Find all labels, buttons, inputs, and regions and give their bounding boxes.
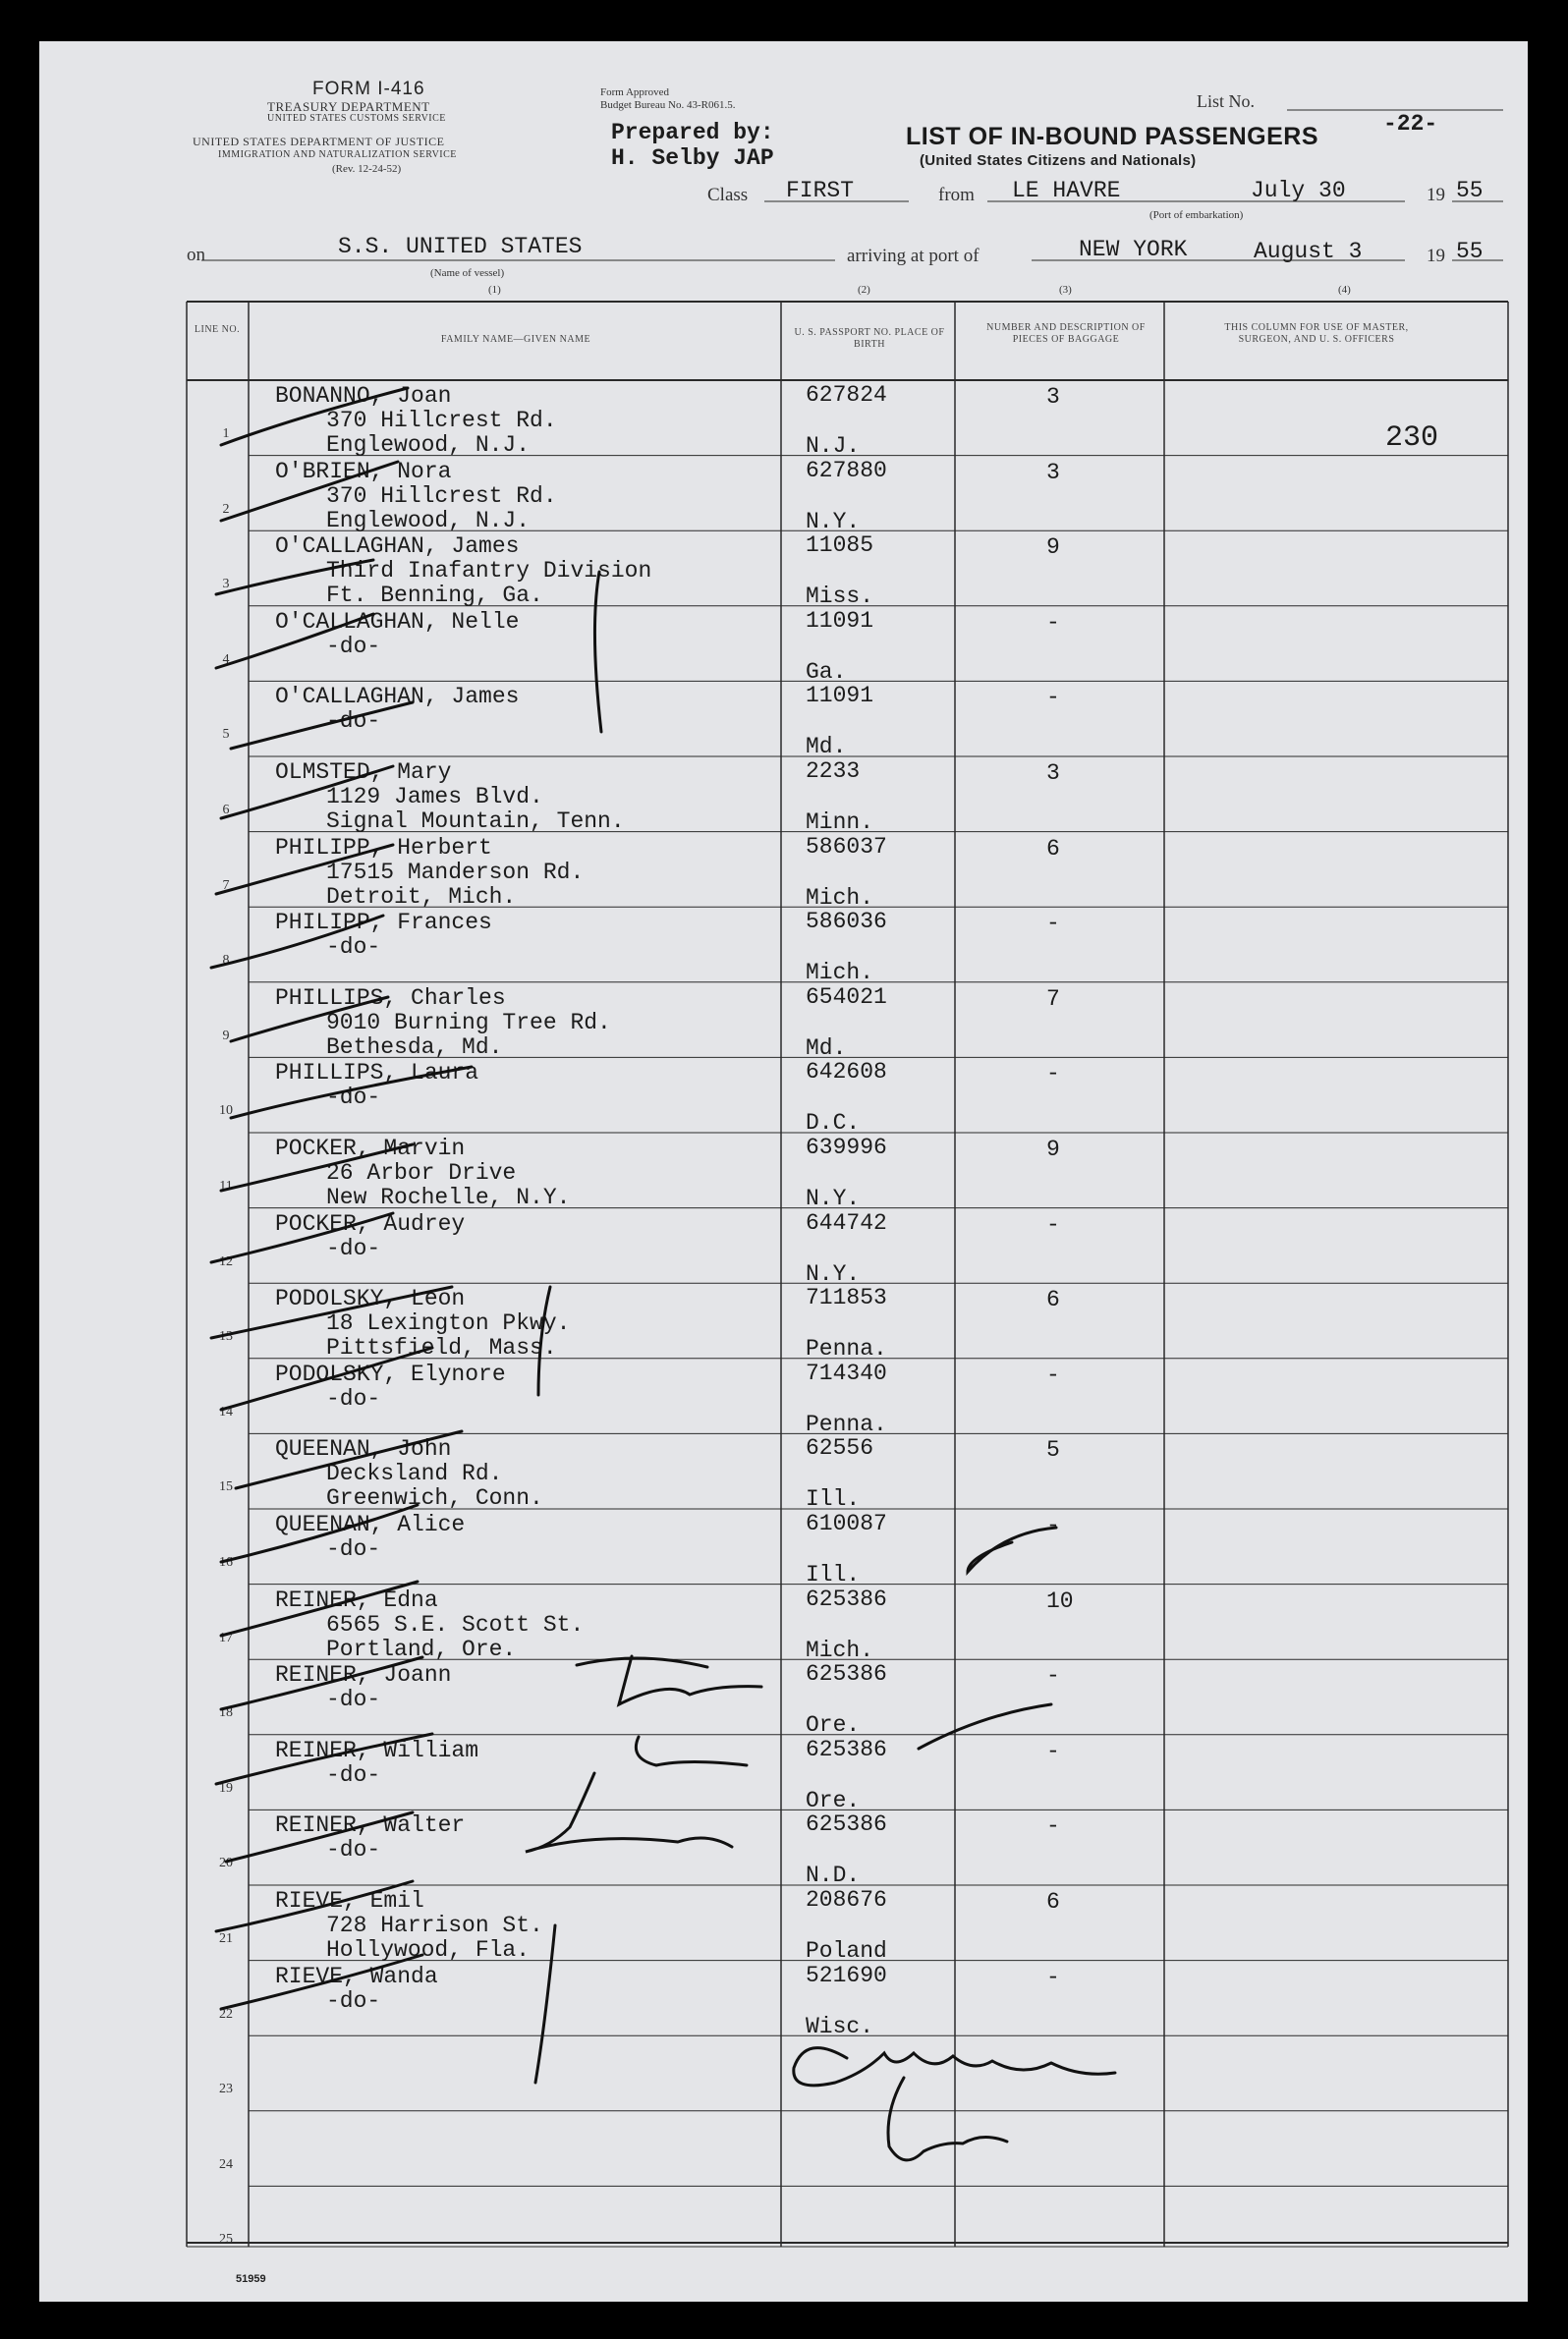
line-number: 3 — [222, 577, 230, 592]
baggage-count: 6 — [1046, 1889, 1060, 1915]
passenger-name: O'CALLAGHAN, James — [275, 684, 520, 710]
form-number: FORM I-416 — [312, 79, 425, 99]
baggage-count: 3 — [1046, 459, 1060, 485]
passenger-name: POCKER, Audrey — [275, 1210, 466, 1237]
address-line-2: New Rochelle, N.Y. — [326, 1185, 571, 1210]
place-of-birth: Md. — [806, 734, 847, 760]
passport-number: 521690 — [806, 1962, 887, 1988]
passport-number: 627880 — [806, 457, 887, 483]
baggage-count: - — [1046, 685, 1060, 711]
column-header-line-no: LINE NO. — [194, 324, 241, 335]
passenger-name: OLMSTED, Mary — [275, 759, 452, 785]
passport-number: 610087 — [806, 1511, 887, 1536]
line-number: 8 — [222, 953, 230, 969]
passport-number: 654021 — [806, 983, 887, 1010]
baggage-count: - — [1046, 1964, 1060, 1990]
arrival-date: August 3 — [1254, 239, 1363, 264]
line-number: 1 — [222, 426, 230, 441]
passport-number: 2233 — [806, 758, 861, 784]
baggage-count: - — [1046, 1813, 1060, 1840]
address-line-1: 18 Lexington Pkwy. — [326, 1310, 571, 1337]
form-title: LIST OF IN-BOUND PASSENGERS — [906, 123, 1319, 150]
line-number: 4 — [222, 651, 230, 667]
vessel-caption: (Name of vessel) — [430, 267, 505, 279]
justice-department: UNITED STATES DEPARTMENT OF JUSTICE — [193, 135, 445, 148]
line-number: 22 — [219, 2006, 233, 2022]
port-of-embarkation: LE HAVRE — [1012, 178, 1121, 203]
passport-number: 11085 — [806, 532, 874, 559]
address-line-1: 1129 James Blvd. — [326, 784, 543, 809]
place-of-birth: Mich. — [806, 884, 874, 911]
passport-number: 62556 — [806, 1435, 874, 1462]
address-line-2: Hollywood, Fla. — [326, 1937, 531, 1963]
form-revision: (Rev. 12-24-52) — [332, 163, 402, 175]
address-line-2: Bethesda, Md. — [326, 1033, 503, 1060]
line-number: 9 — [222, 1028, 230, 1043]
address-line-2: Englewood, N.J. — [326, 507, 531, 533]
baggage-count: 9 — [1046, 534, 1060, 561]
passenger-name: REINER, Walter — [275, 1812, 466, 1839]
line-number: 17 — [219, 1630, 233, 1645]
line-number: 16 — [219, 1555, 233, 1570]
officer-note: 230 — [1385, 421, 1439, 455]
address-line-1: -do- — [326, 1761, 381, 1788]
address-line-1: 370 Hillcrest Rd. — [326, 482, 557, 509]
address-line-2: Detroit, Mich. — [326, 883, 517, 910]
passenger-name: PHILLIPS, Charles — [275, 984, 506, 1011]
place-of-birth: N.D. — [806, 1863, 861, 1889]
immigration-service: IMMIGRATION AND NATURALIZATION SERVICE — [218, 149, 457, 160]
address-line-1: -do- — [326, 1235, 381, 1261]
address-line-1: Third Inafantry Division — [326, 558, 652, 585]
line-number: 11 — [219, 1179, 233, 1194]
baggage-count: - — [1046, 1061, 1060, 1087]
passenger-name: PHILIPP, Frances — [275, 910, 492, 936]
address-line-1: -do- — [326, 1536, 381, 1562]
passenger-name: PODOLSKY, Leon — [275, 1286, 466, 1312]
vessel-name: S.S. UNITED STATES — [338, 234, 583, 259]
line-number: 15 — [219, 1479, 233, 1495]
budget-bureau: Budget Bureau No. 43-R061.5. — [600, 99, 736, 111]
passport-number: 208676 — [806, 1887, 887, 1913]
address-line-2: Ft. Benning, Ga. — [326, 583, 543, 609]
list-no-value: -22- — [1383, 111, 1438, 137]
line-number: 25 — [219, 2232, 233, 2248]
class-value: FIRST — [786, 178, 855, 203]
baggage-count: - — [1046, 609, 1060, 636]
place-of-birth: Md. — [806, 1034, 847, 1061]
address-line-1: -do- — [326, 1085, 381, 1111]
passport-number: 639996 — [806, 1135, 887, 1160]
form-approved: Form Approved — [600, 86, 669, 98]
baggage-count: 6 — [1046, 1287, 1060, 1313]
passenger-name: O'CALLAGHAN, James — [275, 533, 520, 560]
address-line-1: 17515 Manderson Rd. — [326, 859, 585, 885]
baggage-count: 6 — [1046, 835, 1060, 862]
address-line-1: -do- — [326, 1385, 381, 1412]
column-number-3: (3) — [1059, 284, 1072, 296]
passenger-name: RIEVE, Wanda — [275, 1963, 438, 1989]
line-number: 23 — [219, 2082, 233, 2097]
address-line-1: 728 Harrison St. — [326, 1913, 543, 1938]
embarkation-date: July 30 — [1251, 178, 1346, 203]
embark-year-prefix: 19 — [1427, 185, 1445, 205]
arrival-port: NEW YORK — [1079, 237, 1188, 262]
address-line-1: 9010 Burning Tree Rd. — [326, 1009, 611, 1035]
address-line-1: -do- — [326, 1837, 381, 1864]
place-of-birth: Ill. — [806, 1562, 861, 1587]
baggage-count: - — [1046, 911, 1060, 937]
passport-number: 586036 — [806, 909, 887, 935]
column-number-1: (1) — [488, 284, 501, 296]
form-subtitle: (United States Citizens and Nationals) — [920, 152, 1197, 169]
address-line-1: 6565 S.E. Scott St. — [326, 1611, 585, 1638]
passenger-name: O'CALLAGHAN, Nelle — [275, 608, 520, 635]
passenger-name: PHILIPP, Herbert — [275, 834, 492, 861]
column-number-2: (2) — [858, 284, 870, 296]
column-header-officer-use: THIS COLUMN FOR USE OF MASTER, SURGEON, AND U. S. OFFICERS — [1224, 322, 1409, 345]
passport-number: 11091 — [806, 607, 874, 634]
place-of-birth: Poland — [806, 1938, 887, 1964]
baggage-count: 9 — [1046, 1137, 1060, 1162]
passport-number: 625386 — [806, 1586, 887, 1612]
column-number-4: (4) — [1338, 284, 1351, 296]
place-of-birth: Ill. — [806, 1486, 861, 1513]
passenger-name: POCKER, Marvin — [275, 1136, 466, 1161]
address-line-1: -do- — [326, 1987, 381, 2014]
line-number: 2 — [222, 501, 230, 517]
address-line-2: Portland, Ore. — [326, 1636, 517, 1662]
line-number: 19 — [219, 1780, 233, 1796]
address-line-1: 26 Arbor Drive — [326, 1160, 517, 1186]
passport-number: 714340 — [806, 1360, 887, 1386]
passenger-name: REINER, Edna — [275, 1587, 438, 1613]
passenger-name: PODOLSKY, Elynore — [275, 1361, 506, 1387]
baggage-count: 7 — [1046, 985, 1060, 1012]
line-number: 24 — [219, 2156, 233, 2172]
arrival-year-prefix: 19 — [1427, 246, 1445, 266]
from-label: from — [938, 185, 975, 205]
line-number: 13 — [219, 1329, 233, 1345]
passport-number: 625386 — [806, 1811, 887, 1838]
port-embark-caption: (Port of embarkation) — [1149, 209, 1244, 221]
place-of-birth: Mich. — [806, 960, 874, 986]
baggage-count: 3 — [1046, 384, 1060, 410]
line-number: 7 — [222, 877, 230, 893]
passenger-name: REINER, William — [275, 1737, 479, 1763]
passenger-name: QUEENAN, John — [275, 1436, 452, 1463]
baggage-count: - — [1046, 1362, 1060, 1388]
class-label: Class — [707, 185, 749, 205]
passport-number: 625386 — [806, 1736, 887, 1762]
treasury-department: TREASURY DEPARTMENT — [267, 99, 430, 114]
passenger-name: O'BRIEN, Nora — [275, 458, 452, 484]
passport-number: 627824 — [806, 382, 887, 408]
arriving-label: arriving at port of — [847, 246, 980, 266]
place-of-birth: Mich. — [806, 1637, 874, 1663]
address-line-1: -do- — [326, 1687, 381, 1713]
baggage-count: - — [1046, 1738, 1060, 1764]
column-header-name: FAMILY NAME—GIVEN NAME — [440, 334, 591, 345]
line-number: 6 — [222, 803, 230, 817]
column-header-passport: U. S. PASSPORT NO. PLACE OF BIRTH — [794, 327, 945, 350]
place-of-birth: Ga. — [806, 658, 847, 685]
on-label: on — [187, 245, 205, 265]
address-line-2: Signal Mountain, Tenn. — [326, 808, 625, 834]
place-of-birth: Wisc. — [806, 2013, 874, 2039]
place-of-birth: Penna. — [806, 1336, 887, 1363]
line-number: 12 — [219, 1253, 233, 1269]
baggage-count: - — [1046, 1513, 1060, 1538]
place-of-birth: D.C. — [806, 1110, 861, 1137]
line-number: 18 — [219, 1705, 233, 1721]
passport-number: 642608 — [806, 1059, 887, 1086]
address-line-1: -do- — [326, 633, 381, 659]
arrival-year: 55 — [1456, 239, 1484, 264]
place-of-birth: N.J. — [806, 433, 861, 459]
address-line-1: Decksland Rd. — [326, 1461, 503, 1487]
line-number: 10 — [219, 1103, 233, 1119]
baggage-count: 3 — [1046, 760, 1060, 786]
passport-number: 711853 — [806, 1285, 887, 1311]
prepared-by-name: H. Selby JAP — [611, 145, 774, 171]
passenger-name: PHILLIPS, Laura — [275, 1060, 479, 1086]
address-line-2: Greenwich, Conn. — [326, 1485, 543, 1512]
place-of-birth: Ore. — [806, 1787, 861, 1813]
customs-service: UNITED STATES CUSTOMS SERVICE — [267, 113, 446, 124]
passenger-name: REINER, Joann — [275, 1662, 452, 1689]
embark-year: 55 — [1456, 178, 1484, 203]
place-of-birth: Ore. — [806, 1712, 861, 1739]
place-of-birth: N.Y. — [806, 1260, 861, 1287]
passenger-name: RIEVE, Emil — [275, 1888, 424, 1914]
place-of-birth: Minn. — [806, 809, 874, 835]
column-header-baggage: NUMBER AND DESCRIPTION OF PIECES OF BAGGAGE — [986, 322, 1146, 345]
address-line-2: Pittsfield, Mass. — [326, 1335, 557, 1362]
passenger-name: QUEENAN, Alice — [275, 1512, 466, 1537]
passport-number: 11091 — [806, 683, 874, 709]
address-line-2: Englewood, N.J. — [326, 432, 531, 458]
place-of-birth: N.Y. — [806, 1186, 861, 1211]
address-line-1: -do- — [326, 708, 381, 735]
baggage-count: 10 — [1046, 1587, 1074, 1614]
line-number: 21 — [219, 1931, 233, 1946]
place-of-birth: Penna. — [806, 1411, 887, 1437]
baggage-count: - — [1046, 1663, 1060, 1690]
passport-number: 586037 — [806, 833, 887, 860]
line-number: 20 — [219, 1856, 233, 1871]
passport-number: 644742 — [806, 1209, 887, 1236]
footer-code: 51959 — [236, 2273, 266, 2285]
address-line-1: 370 Hillcrest Rd. — [326, 408, 557, 433]
line-number: 5 — [222, 727, 230, 743]
address-line-1: -do- — [326, 934, 381, 961]
baggage-count: - — [1046, 1211, 1060, 1238]
line-number: 14 — [219, 1404, 233, 1420]
passport-number: 625386 — [806, 1661, 887, 1688]
place-of-birth: Miss. — [806, 584, 874, 610]
baggage-count: 5 — [1046, 1437, 1060, 1464]
place-of-birth: N.Y. — [806, 508, 861, 534]
prepared-by-label: Prepared by: — [611, 120, 774, 145]
passenger-name: BONANNO, Joan — [275, 383, 452, 409]
list-no-label: List No. — [1197, 91, 1256, 111]
